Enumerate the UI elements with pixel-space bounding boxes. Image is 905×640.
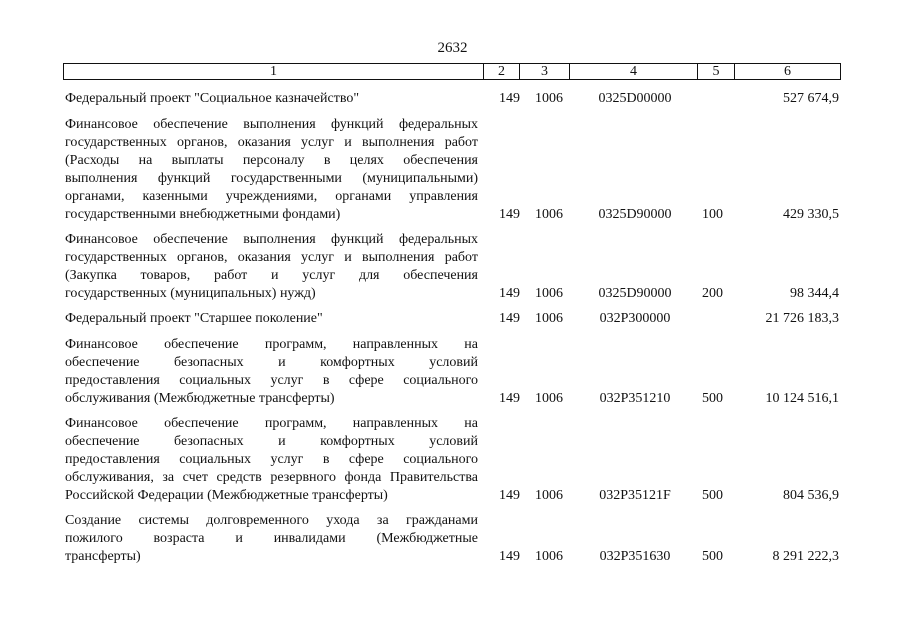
description-line: (Закупка товаров, работ и услуг для обеспечения <box>65 268 478 283</box>
table-row <box>63 415 841 505</box>
description-line: государственных (муниципальных) нужд) <box>65 286 316 301</box>
row-cs: 0325D90000 <box>598 286 672 301</box>
row-description <box>63 231 478 303</box>
row-vr: 100 <box>702 207 723 222</box>
row-rz: 1006 <box>535 488 563 503</box>
description-line: Финансовое обеспечение программ, направленных на <box>65 416 478 431</box>
page-number: 2632 <box>437 40 468 56</box>
row-cs: 032P300000 <box>599 311 671 326</box>
table-row <box>63 336 841 408</box>
row-rz: 1006 <box>535 207 563 222</box>
header-col-2: 2 <box>484 64 520 79</box>
row-gr: 149 <box>499 549 520 564</box>
description-line: обеспечение безопасных и комфортных условий <box>65 355 478 370</box>
row-vr: 500 <box>702 391 723 406</box>
description-line: обеспечение безопасных и комфортных условий <box>65 434 478 449</box>
description-line: государственных органов, оказания услуг и выполнения работ <box>65 250 478 265</box>
row-description <box>63 336 478 408</box>
description-line: Создание системы долговременного ухода за гражданами <box>65 513 478 528</box>
description-line: государственных органов, оказания услуг и выполнения работ <box>65 135 478 150</box>
row-rz: 1006 <box>535 311 563 326</box>
description-line: (Расходы на выплаты персоналу в целях обеспечения <box>65 153 478 168</box>
row-gr: 149 <box>499 488 520 503</box>
description-line: государственными внебюджетными фондами) <box>65 207 341 222</box>
row-cs: 0325D00000 <box>598 91 672 106</box>
description-line: Финансовое обеспечение выполнения функций федеральных <box>65 117 478 132</box>
row-gr: 149 <box>499 91 520 106</box>
row-rz: 1006 <box>535 286 563 301</box>
description-line: органами, казенными учреждениями, органами управления <box>65 189 478 204</box>
row-description <box>63 90 478 108</box>
description-line: выполнения функций государственными (муниципальными) <box>65 171 478 186</box>
description-line: пожилого возраста и инвалидами (Межбюджетные <box>65 531 478 546</box>
row-rz: 1006 <box>535 91 563 106</box>
row-sum: 21 726 183,3 <box>765 311 839 326</box>
table-header <box>63 63 841 80</box>
row-cs: 032P351210 <box>599 391 671 406</box>
row-description <box>63 116 478 224</box>
description-line: обслуживания (Межбюджетные трансферты) <box>65 391 335 406</box>
row-description <box>63 310 478 328</box>
header-col-5: 5 <box>698 64 735 79</box>
table-body <box>63 90 841 573</box>
description-line: предоставления социальных услуг в сфере социального <box>65 452 478 467</box>
row-cs: 0325D90000 <box>598 207 672 222</box>
header-col-6: 6 <box>784 64 791 79</box>
description-line: предоставления социальных услуг в сфере социального <box>65 373 478 388</box>
row-gr: 149 <box>499 391 520 406</box>
row-rz: 1006 <box>535 549 563 564</box>
table-row <box>63 512 841 566</box>
row-vr: 500 <box>702 549 723 564</box>
description-line: Финансовое обеспечение программ, направленных на <box>65 337 478 352</box>
row-vr: 200 <box>702 286 723 301</box>
row-rz: 1006 <box>535 391 563 406</box>
header-col-3: 3 <box>520 64 570 79</box>
description-line: Финансовое обеспечение выполнения функций федеральных <box>65 232 478 247</box>
row-sum: 98 344,4 <box>790 286 839 301</box>
row-vr: 500 <box>702 488 723 503</box>
description-line: Федеральный проект "Социальное казначейство" <box>65 91 360 106</box>
row-gr: 149 <box>499 207 520 222</box>
table-row <box>63 310 841 328</box>
description-line: Российской Федерации (Межбюджетные трансферты) <box>65 488 388 503</box>
table-row <box>63 90 841 108</box>
row-sum: 429 330,5 <box>783 207 839 222</box>
row-description <box>63 512 478 566</box>
header-col-1: 1 <box>64 64 484 79</box>
description-line: Федеральный проект "Старшее поколение" <box>65 311 323 326</box>
row-cs: 032P35121F <box>599 488 671 503</box>
row-sum: 8 291 222,3 <box>772 549 839 564</box>
row-gr: 149 <box>499 311 520 326</box>
row-sum: 527 674,9 <box>783 91 839 106</box>
row-gr: 149 <box>499 286 520 301</box>
description-line: обслуживания, за счет средств резервного фонда Правительства <box>65 470 478 485</box>
table-row <box>63 116 841 224</box>
header-col-4: 4 <box>570 64 698 79</box>
table-row <box>63 231 841 303</box>
row-cs: 032P351630 <box>599 549 671 564</box>
row-description <box>63 415 478 505</box>
description-line: трансферты) <box>65 549 141 564</box>
row-sum: 10 124 516,1 <box>765 391 839 406</box>
row-sum: 804 536,9 <box>783 488 839 503</box>
